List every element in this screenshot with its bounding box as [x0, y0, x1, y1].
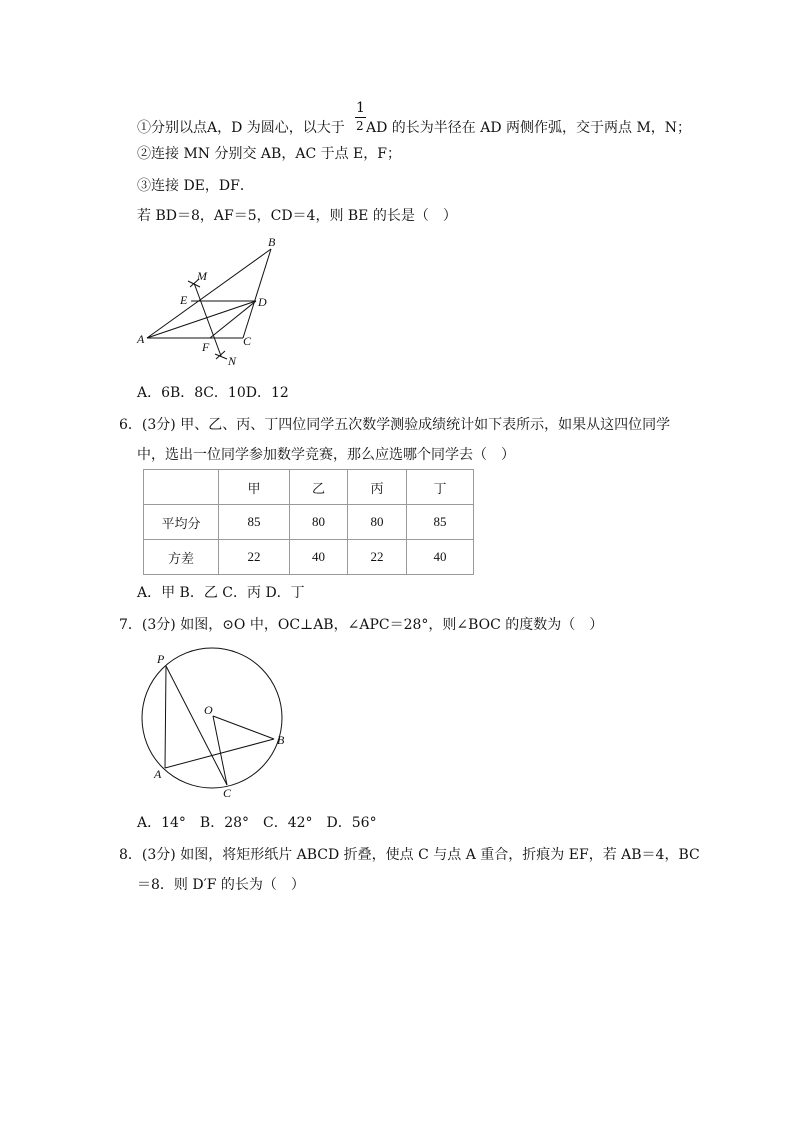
table-header-cell: 甲	[219, 470, 290, 505]
q5-step2: ②连接 MN 分别交 AB，AC 于点 E，F；	[137, 146, 401, 162]
table-header-cell: 丙	[348, 470, 407, 505]
label-m: M	[197, 269, 207, 283]
table-header-cell: 乙	[290, 470, 348, 505]
q6-options: A．甲 B．乙 C．丙 D．丁	[137, 585, 305, 601]
label-c: C	[223, 786, 232, 800]
segment-pc	[166, 666, 227, 785]
label-d: D	[258, 295, 267, 309]
q6-line2: 中，选出一位同学参加数学竞赛，那么应选哪个同学去（ ）	[137, 447, 515, 463]
table-cell: 80	[290, 505, 348, 540]
segment-ob	[213, 716, 274, 739]
q5-step1-post: AD 的长为半径在 AD 两侧作弧，交于两点 M，N；	[366, 120, 692, 136]
label-b: B	[277, 733, 285, 747]
table-cell: 平均分	[144, 505, 219, 540]
label-f: F	[202, 340, 210, 354]
label-o: O	[204, 703, 213, 717]
label-n: N	[228, 354, 237, 368]
table-cell: 85	[219, 505, 290, 540]
q5-step3: ③连接 DE，DF．	[137, 178, 254, 194]
q5-step1-pre: ①分别以点A，D 为圆心，以大于	[137, 120, 345, 136]
segment-pa	[165, 666, 166, 768]
table-cell: 22	[348, 540, 407, 575]
label-a: A	[154, 767, 162, 781]
q8-line1: 8．(3分) 如图，将矩形纸片 ABCD 折叠，使点 C 与点 A 重合，折痕为 EF，若 AB＝4，BC	[119, 847, 700, 863]
segment-ab	[165, 739, 274, 768]
circle-o	[142, 648, 282, 788]
table-cell: 方差	[144, 540, 219, 575]
q5-question: 若 BD＝8，AF＝5，CD＝4，则 BE 的长是（ ）	[137, 208, 457, 224]
label-p: P	[157, 652, 165, 666]
fraction-denominator: 2	[356, 119, 364, 133]
table-cell: 40	[290, 540, 348, 575]
q7-line1: 7．(3分) 如图，⊙O 中，OC⊥AB，∠APC＝28°，则∠BOC 的度数为（ ）	[119, 617, 604, 633]
label-b: B	[268, 235, 276, 249]
label-c: C	[243, 334, 252, 348]
table-cell: 85	[407, 505, 474, 540]
table-header-cell: 丁	[407, 470, 474, 505]
table-cell: 40	[407, 540, 474, 575]
segment-oc	[213, 716, 227, 785]
label-e: E	[180, 293, 188, 307]
q7-options: A．14° B．28° C．42° D．56°	[137, 815, 377, 831]
label-a: A	[137, 332, 145, 346]
q8-line2: ＝8．则 D′F 的长为（ ）	[137, 877, 305, 893]
table-cell: 80	[348, 505, 407, 540]
fraction-numerator: 1	[356, 100, 365, 116]
table-cell: 22	[219, 540, 290, 575]
q6-line1: 6．(3分) 甲、乙、丙、丁四位同学五次数学测验成绩统计如下表所示，如果从这四位同学	[119, 417, 671, 433]
q5-options: A．6B．8C．10D．12	[137, 385, 289, 401]
